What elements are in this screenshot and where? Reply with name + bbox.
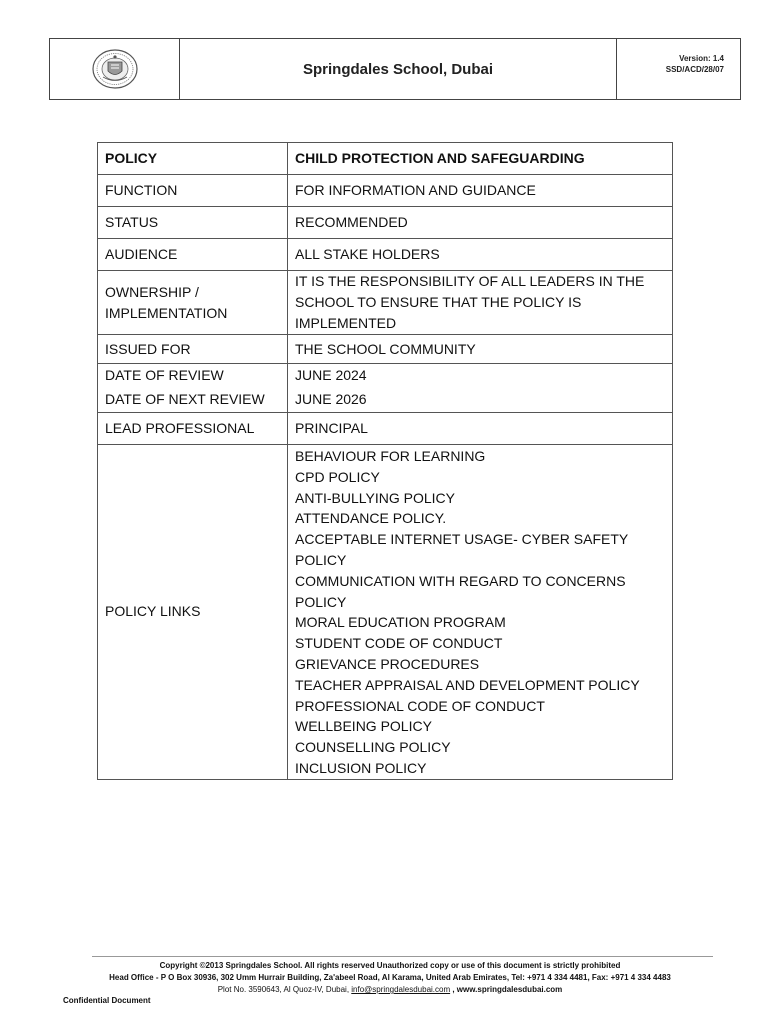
issued-for-value: THE SCHOOL COMMUNITY: [288, 335, 673, 364]
email-link[interactable]: info@springdalesdubai.com: [351, 985, 451, 994]
policy-label: POLICY: [98, 143, 288, 175]
table-row: [98, 239, 673, 271]
list-item: INCLUSION POLICY: [295, 759, 427, 776]
lead-professional-label: LEAD PROFESSIONAL: [98, 413, 288, 445]
policy-links-cell: [288, 445, 673, 780]
logo-cell: [50, 39, 180, 99]
list-item: COMMUNICATION WITH REGARD TO CONCERNS POLICY: [295, 572, 626, 610]
list-item: GRIEVANCE PROCEDURES: [295, 655, 480, 672]
header-title-cell: [180, 39, 617, 99]
table-row: [98, 445, 673, 780]
table-row: [98, 364, 673, 387]
list-item: ATTENDANCE POLICY.: [295, 510, 447, 527]
policy-links-label: POLICY LINKS: [98, 445, 288, 780]
table-row: [98, 386, 673, 413]
next-review-label: DATE OF NEXT REVIEW: [98, 386, 288, 413]
list-item: TEACHER APPRAISAL AND DEVELOPMENT POLICY: [295, 676, 640, 693]
policy-info-table: [97, 142, 673, 780]
table-row: [98, 175, 673, 207]
list-item: STUDENT CODE OF CONDUCT: [295, 635, 503, 652]
website-link[interactable]: www.springdalesdubai.com: [456, 985, 563, 994]
policy-value: CHILD PROTECTION AND SAFEGUARDING: [288, 143, 673, 175]
table-row: [98, 413, 673, 445]
ownership-label: OWNERSHIP / IMPLEMENTATION: [98, 271, 288, 335]
document-header: [49, 38, 741, 100]
head-office-address: Head Office - P O Box 30936, 302 Umm Hurrair Building, Za'abeel Road, Al Karama, United Arab Emirates, Tel: +971 4 334 4481, Fax: +971 4 334 4483: [109, 973, 671, 982]
version-cell: [617, 39, 740, 99]
audience-value: ALL STAKE HOLDERS: [288, 239, 673, 271]
table-row: [98, 207, 673, 239]
function-value: FOR INFORMATION AND GUIDANCE: [288, 175, 673, 207]
audience-label: AUDIENCE: [98, 239, 288, 271]
ownership-value: IT IS THE RESPONSIBILITY OF ALL LEADERS IN THE SCHOOL TO ENSURE THAT THE POLICY IS IMPLEMENTED: [288, 271, 673, 335]
next-review-value: JUNE 2026: [288, 386, 673, 413]
list-item: WELLBEING POLICY: [295, 718, 432, 735]
list-item: ANTI-BULLYING POLICY: [295, 489, 456, 506]
confidential-label: Confidential Document: [63, 996, 151, 1005]
review-date-value: JUNE 2024: [288, 364, 673, 387]
list-item: CPD POLICY: [295, 468, 380, 485]
school-name: Springdales School, Dubai: [302, 60, 494, 78]
table-row: [98, 271, 673, 335]
policy-links-list: [295, 445, 665, 779]
list-item: ACCEPTABLE INTERNET USAGE- CYBER SAFETY POLICY: [295, 531, 628, 568]
footer-divider: [92, 956, 713, 957]
table-row: [98, 335, 673, 364]
list-item: BEHAVIOUR FOR LEARNING: [295, 448, 486, 464]
document-footer: [40, 960, 740, 996]
school-crest-logo: [89, 47, 141, 91]
list-item: PROFESSIONAL CODE OF CONDUCT: [295, 697, 545, 714]
status-label: STATUS: [98, 207, 288, 239]
plot-address-line: [40, 984, 740, 996]
plot-address: Plot No. 3590643, Al Quoz-IV, Dubai,: [217, 985, 352, 994]
document-code: SSD/ACD/28/07: [665, 65, 724, 74]
review-date-label: DATE OF REVIEW: [98, 364, 288, 387]
lead-professional-value: PRINCIPAL: [288, 413, 673, 445]
version-number: Version: 1.4: [679, 54, 724, 63]
function-label: FUNCTION: [98, 175, 288, 207]
issued-for-label: ISSUED FOR: [98, 335, 288, 364]
list-item: COUNSELLING POLICY: [295, 739, 451, 756]
table-row: [98, 143, 673, 175]
status-value: RECOMMENDED: [288, 207, 673, 239]
list-item: MORAL EDUCATION PROGRAM: [295, 614, 506, 631]
website-separator: ,: [450, 985, 457, 994]
copyright-notice: Copyright ©2013 Springdales School. All rights reserved Unauthorized copy or use of this document is strictly prohibited: [159, 961, 621, 970]
